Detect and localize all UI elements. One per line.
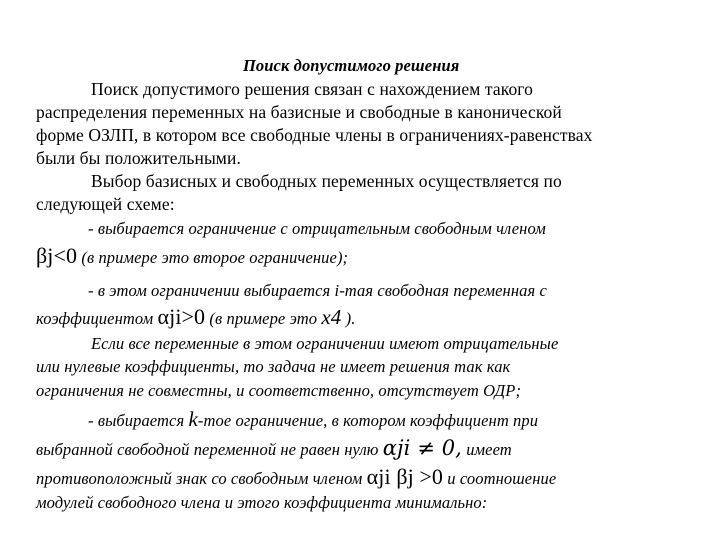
k-variable: k (188, 407, 198, 431)
paragraph-2-line-1: Выбор базисных и свободных переменных осуществляется по (91, 171, 562, 191)
paragraph-2-line-2: следующей схеме: (36, 194, 175, 214)
example-variable: x4 (321, 305, 342, 329)
paragraph-1-line-2: распределения переменных на базисные и свободные в канонической (36, 102, 562, 122)
rule-1-line-2 (36, 245, 348, 269)
note-line-1: Если все переменные в этом ограничении имеют отрицательные (91, 334, 559, 353)
rule-2-line-1: - в этом ограничении выбирается i-тая свободная переменная с (88, 281, 547, 300)
rule-3-prefix: - выбирается (88, 411, 185, 430)
note-line-2: или нулевые коэффициенты, то задача не имеет решения так как (36, 357, 511, 376)
rule-1-line-1: - выбирается ограничение с отрицательным свободным членом (88, 219, 546, 238)
rule-2-prefix: коэффициентом (36, 309, 154, 328)
rule-3-line-3 (36, 466, 556, 490)
beta-negative-formula: βj<0 (36, 243, 78, 268)
alpha-beta-product-formula: αji βj >0 (366, 464, 444, 489)
paragraph-1-line-4: были бы положительными. (36, 148, 241, 168)
rule-3-text: -тое ограничение, в котором коэффициент при (197, 411, 539, 430)
rule-3-line-2-prefix: выбранной свободной переменной не равен нулю (36, 440, 379, 459)
rule-2-end: ). (345, 309, 356, 328)
alpha-nonzero-formula: αji ≠ 0, (382, 436, 462, 460)
rule-2-example: (в примере это (209, 309, 318, 328)
paragraph-1-line-3: форме ОЗЛП, в котором все свободные члены в ограничениях-равенствах (36, 125, 593, 145)
note-line-3: ограничения не совместны, и соответственно, отсутствует ОДР; (36, 381, 522, 400)
page-title: Поиск допустимого решения (243, 56, 460, 75)
rule-3-line-3-suffix: и соотношение (447, 469, 557, 488)
rule-3-line-1 (88, 408, 538, 432)
rule-1-example: (в примере это второе ограничение); (81, 248, 349, 267)
rule-3-line-2-suffix: имеет (466, 440, 512, 459)
rule-3-line-4: модулей свободного члена и этого коэффициента минимально: (36, 493, 488, 512)
rule-3-line-3-prefix: противоположный знак со свободным членом (36, 469, 363, 488)
alpha-positive-formula: αji>0 (157, 304, 206, 329)
paragraph-1-line-1: Поиск допустимого решения связан с нахождением такого (91, 79, 533, 99)
rule-3-line-2 (36, 437, 512, 461)
rule-2-line-2 (36, 306, 355, 330)
